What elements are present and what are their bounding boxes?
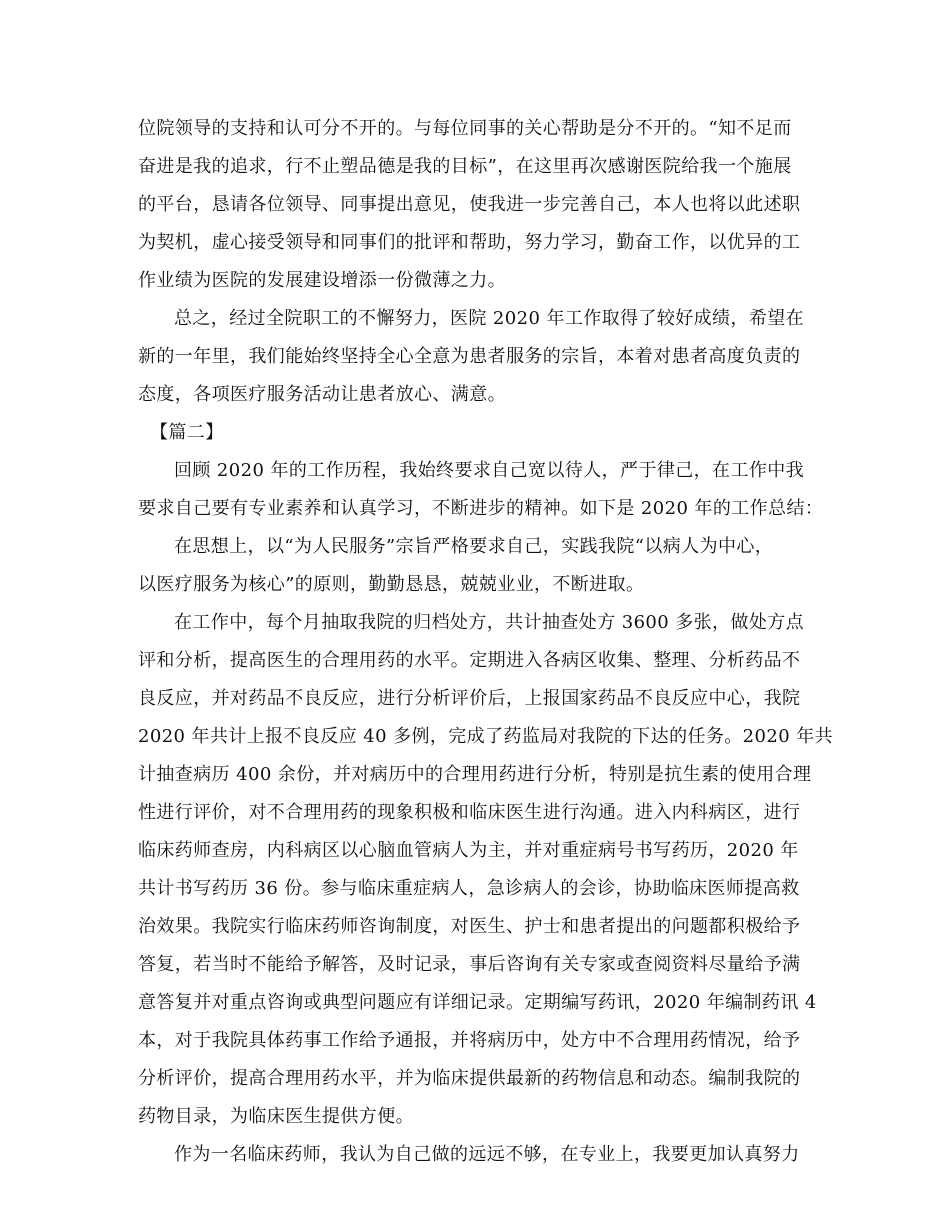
- text-line: 为契机，虚心接受领导和同事们的批评和帮助，努力学习，勤奋工作，以优异的工: [138, 232, 801, 253]
- text-line: 2020 年共计上报不良反应 40 多例，完成了药监局对我院的下达的任务。2020 年共: [138, 726, 834, 747]
- text-line: 奋进是我的追求，行不止塑品德是我的目标”，在这里再次感谢医院给我一个施展: [138, 156, 792, 177]
- text-line: 分析评价，提高合理用药水平，并为临床提供最新的药物信息和动态。编制我院的: [138, 1068, 801, 1089]
- text-line: 总之，经过全院职工的不懈努力，医院 2020 年工作取得了较好成绩，希望在: [174, 308, 805, 329]
- text-line: 共计书写药历 36 份。参与临床重症病人，急诊病人的会诊，协助临床医师提高救: [138, 878, 800, 899]
- text-line: 新的一年里，我们能始终坚持全心全意为患者服务的宗旨，本着对患者高度负责的: [138, 346, 801, 367]
- text-line: 态度，各项医疗服务活动让患者放心、满意。: [138, 384, 506, 405]
- section-heading: 【篇二】: [150, 422, 224, 443]
- text-line: 计抽查病历 400 余份，并对病历中的合理用药进行分析，特别是抗生素的使用合理: [138, 764, 812, 785]
- text-line: 作业绩为医院的发展建设增添一份微薄之力。: [138, 270, 506, 291]
- text-line: 位院领导的支持和认可分不开的。与每位同事的关心帮助是分不开的。“知不足而: [138, 118, 792, 139]
- text-line: 评和分析，提高医生的合理用药的水平。定期进入各病区收集、整理、分析药品不: [138, 650, 801, 671]
- text-line: 本，对于我院具体药事工作给予通报，并将病历中，处方中不合理用药情况，给予: [138, 1030, 801, 1051]
- text-line: 临床药师查房，内科病区以心脑血管病人为主，并对重症病号书写药历，2020 年: [138, 840, 799, 861]
- text-line: 治效果。我院实行临床药师咨询制度，对医生、护士和患者提出的问题都积极给予: [138, 916, 801, 937]
- text-line: 答复，若当时不能给予解答，及时记录，事后咨询有关专家或查阅资料尽量给予满: [138, 954, 801, 975]
- text-line: 作为一名临床药师，我认为自己做的远远不够，在专业上，我要更加认真努力: [174, 1144, 800, 1165]
- text-line: 回顾 2020 年的工作历程，我始终要求自己宽以待人，严于律己，在工作中我: [174, 460, 805, 481]
- text-line: 的平台，恳请各位领导、同事提出意见，使我进一步完善自己，本人也将以此述职: [138, 194, 801, 215]
- text-line: 性进行评价，对不合理用药的现象积极和临床医生进行沟通。进入内科病区，进行: [138, 802, 801, 823]
- text-line: 要求自己要有专业素养和认真学习，不断进步的精神。如下是 2020 年的工作总结：: [138, 498, 824, 519]
- text-line: 药物目录，为临床医生提供方便。: [138, 1106, 414, 1127]
- text-line: 在工作中，每个月抽取我院的归档处方，共计抽查处方 3600 多张，做处方点: [174, 612, 805, 633]
- text-line: 在思想上，以“为人民服务”宗旨严格要求自己，实践我院“以病人为中心，: [174, 536, 774, 557]
- text-line: 以医疗服务为核心”的原则，勤勤恳恳，兢兢业业，不断进取。: [138, 574, 645, 595]
- text-line: 良反应，并对药品不良反应，进行分析评价后，上报国家药品不良反应中心，我院: [138, 688, 801, 709]
- text-line: 意答复并对重点咨询或典型问题应有详细记录。定期编写药讯，2020 年编制药讯 4: [138, 992, 817, 1013]
